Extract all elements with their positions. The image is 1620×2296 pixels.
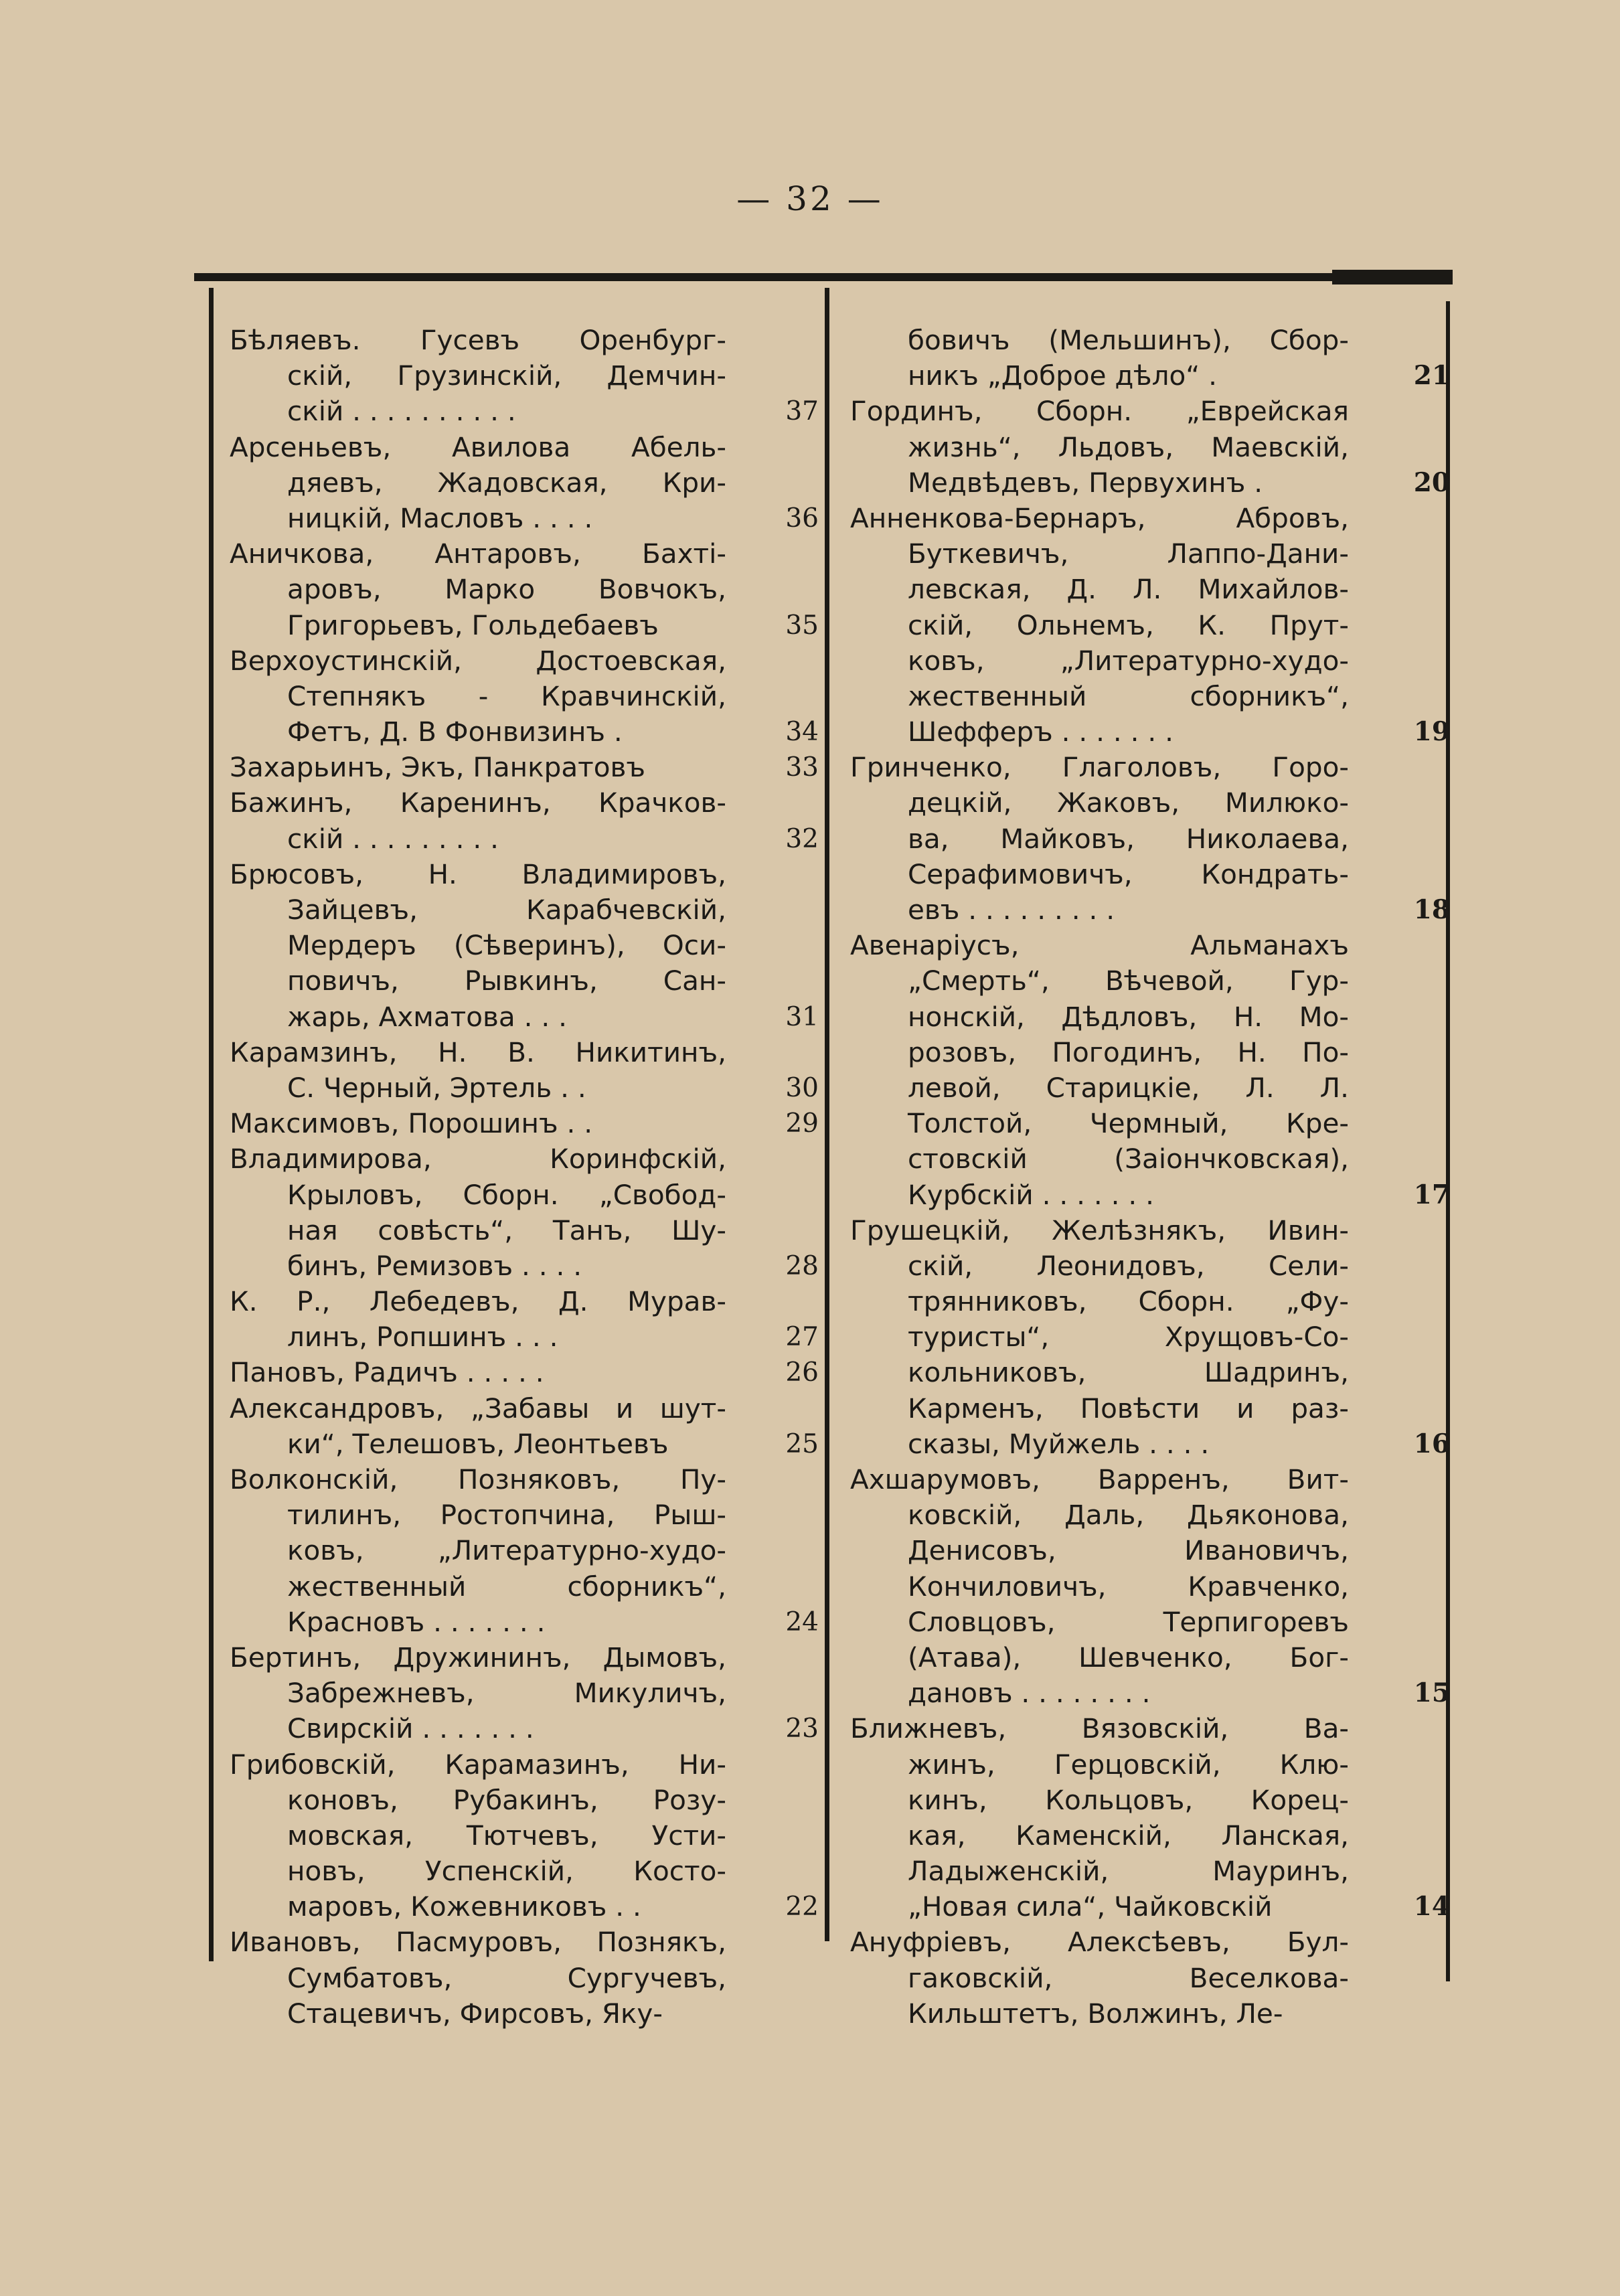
page-reference: 27 xyxy=(785,1322,819,1353)
entry-text: Шефферъ . . . . . . . xyxy=(908,716,1173,748)
entry-text: нонскій, Дѣдловъ, Н. Мо- xyxy=(908,1000,1349,1033)
page-reference: 34 xyxy=(785,717,819,748)
entry-text: Авенаріусъ, Альманахъ xyxy=(850,929,1349,962)
entry-text: Владимирова, Коринфскій, xyxy=(230,1143,726,1175)
entry-text: Брюсовъ, Н. Владимировъ, xyxy=(230,857,726,890)
entry-text: Сумбатовъ, Сургучевъ, xyxy=(287,1961,726,1994)
entry-text: „Новая сила“, Чайковскій xyxy=(908,1890,1273,1923)
entry-text: дановъ . . . . . . . . xyxy=(908,1677,1151,1710)
entry-text: Ладыженскій, Мауринъ, xyxy=(908,1855,1349,1888)
entry-text: Фетъ, Д. В Фонвизинъ . xyxy=(287,716,623,748)
entry-text: скій, Грузинскій, Демчин- xyxy=(287,359,726,392)
entry-text: С. Черный, Эртель . . xyxy=(287,1071,586,1104)
entry-text: линъ, Ропшинъ . . . xyxy=(287,1321,558,1354)
page-reference: 31 xyxy=(785,1001,819,1032)
entry-text: кольниковъ, Шадринъ, xyxy=(908,1356,1349,1389)
entry-text: тилинъ, Ростопчина, Рыш- xyxy=(287,1499,726,1532)
entry-text: Ближневъ, Вязовскій, Ва- xyxy=(850,1712,1349,1745)
entry-text: Гординъ, Сборн. „Еврейская xyxy=(850,395,1349,428)
entry-text: новъ, Успенскій, Косто- xyxy=(287,1855,726,1888)
entry-text: повичъ, Рывкинъ, Сан- xyxy=(287,965,726,997)
entry-text: Денисовъ, Ивановичъ, xyxy=(908,1534,1349,1567)
entry-text: Арсеньевъ, Авилова Абель- xyxy=(230,430,726,463)
entry-text: аровъ, Марко Вовчокъ, xyxy=(287,573,726,606)
entry-text: Кончиловичъ, Кравченко, xyxy=(908,1570,1349,1603)
page-number: — 32 — xyxy=(736,179,884,218)
page-reference: 35 xyxy=(785,610,819,641)
entry-text: жественный сборникъ“, xyxy=(908,679,1349,712)
entry-text: Степнякъ - Кравчинскій, xyxy=(287,679,726,712)
entry-text: Красновъ . . . . . . . xyxy=(287,1605,546,1638)
entry-text: Верхоустинскій, Достоевская, xyxy=(230,644,726,677)
entry-text: скій . . . . . . . . . . xyxy=(287,395,516,428)
entry-text: Стацевичъ, Фирсовъ, Яку- xyxy=(287,1997,663,2030)
entry-text: бинъ, Ремизовъ . . . . xyxy=(287,1249,582,1282)
entry-text: „Смерть“, Вѣчевой, Гур- xyxy=(908,965,1349,997)
entry-text: никъ „Доброе дѣло“ . xyxy=(908,359,1218,392)
entry-text: ковскій, Даль, Дьяконова, xyxy=(908,1499,1349,1532)
top-rule-tail xyxy=(1332,270,1453,284)
entry-text: ковъ, „Литературно-худо- xyxy=(287,1534,726,1567)
entry-text: Словцовъ, Терпигоревъ xyxy=(908,1605,1349,1638)
page-reference: 14 xyxy=(1413,1891,1450,1922)
entry-text: Пановъ, Радичъ . . . . . xyxy=(230,1356,544,1389)
entry-text: Григорьевъ, Гольдебаевъ xyxy=(287,608,659,641)
entry-text: Аничкова, Антаровъ, Бахті- xyxy=(230,538,726,570)
entry-text: Александровъ, „Забавы и шут- xyxy=(230,1392,726,1424)
page-reference: 25 xyxy=(785,1428,819,1459)
page-reference: 19 xyxy=(1413,716,1450,748)
entry-text: Мердеръ (Сѣверинъ), Оси- xyxy=(287,929,726,962)
entry-text: евъ . . . . . . . . . xyxy=(908,894,1115,926)
entry-text: Бертинъ, Дружининъ, Дымовъ, xyxy=(230,1641,726,1673)
page-reference: 32 xyxy=(785,823,819,854)
page-reference: 28 xyxy=(785,1250,819,1281)
entry-text: Максимовъ, Порошинъ . . xyxy=(230,1107,593,1140)
entry-text: Грушецкій, Желѣзнякъ, Ивин- xyxy=(850,1214,1349,1246)
entry-text: ки“, Телешовъ, Леонтьевъ xyxy=(287,1427,669,1460)
page-reference: 24 xyxy=(785,1607,819,1637)
entry-text: левская, Д. Л. Михайлов- xyxy=(908,573,1349,606)
entry-text: Крыловъ, Сборн. „Свобод- xyxy=(287,1178,726,1211)
entry-text: Гринченко, Глаголовъ, Горо- xyxy=(850,751,1349,784)
page-reference: 22 xyxy=(785,1892,819,1922)
entry-text: децкій, Жаковъ, Милюко- xyxy=(908,787,1349,819)
page-reference: 36 xyxy=(785,503,819,534)
entry-text: (Атава), Шевченко, Бог- xyxy=(908,1641,1349,1673)
entry-text: ковъ, „Литературно-худо- xyxy=(908,644,1349,677)
entry-text: жарь, Ахматова . . . xyxy=(287,1000,567,1033)
entry-text: ницкій, Масловъ . . . . xyxy=(287,501,593,534)
entry-text: Захарьинъ, Экъ, Панкратовъ xyxy=(230,751,646,784)
entry-text: Серафимовичъ, Кондрать- xyxy=(908,857,1349,890)
page-reference: 26 xyxy=(785,1358,819,1388)
entry-text: Карамзинъ, Н. В. Никитинъ, xyxy=(230,1036,726,1068)
entry-text: Зайцевъ, Карабчевскій, xyxy=(287,894,726,926)
entry-text: туристы“, Хрущовъ-Со- xyxy=(908,1321,1349,1354)
entry-text: жинъ, Герцовскій, Клю- xyxy=(908,1748,1349,1781)
entry-text: кая, Каменскій, Ланская, xyxy=(908,1819,1349,1852)
entry-text: жизнь“, Льдовъ, Маевскій, xyxy=(908,430,1349,463)
entry-text: Анненкова-Бернаръ, Абровъ, xyxy=(850,501,1349,534)
entry-text: мовская, Тютчевъ, Усти- xyxy=(287,1819,726,1852)
entry-text: Ивановъ, Пасмуровъ, Познякъ, xyxy=(230,1926,726,1959)
entry-text: маровъ, Кожевниковъ . . xyxy=(287,1890,641,1923)
page-reference: 37 xyxy=(785,396,819,427)
entry-text: Ахшарумовъ, Варренъ, Вит- xyxy=(850,1463,1349,1495)
entry-text: Бѣляевъ. Гусевъ Оренбург- xyxy=(230,324,726,356)
page-reference: 16 xyxy=(1413,1428,1450,1459)
top-rule xyxy=(194,273,1453,281)
page-reference: 20 xyxy=(1413,467,1450,498)
entry-text: Буткевичъ, Лаппо-Дани- xyxy=(908,538,1349,570)
entry-text: скій, Ольнемъ, К. Прут- xyxy=(908,608,1349,641)
entry-text: ва, Майковъ, Николаева, xyxy=(908,822,1349,855)
entry-text: Кильштетъ, Волжинъ, Ле- xyxy=(908,1997,1283,2030)
page-reference: 17 xyxy=(1413,1179,1450,1210)
right-border-line xyxy=(1446,301,1450,1981)
entry-text: Волконскій, Позняковъ, Пу- xyxy=(230,1463,726,1495)
page-reference: 33 xyxy=(785,752,819,783)
entry-text: Ануфріевъ, Алексѣевъ, Бул- xyxy=(850,1926,1349,1959)
entry-text: жественный сборникъ“, xyxy=(287,1570,726,1603)
entry-text: кинъ, Кольцовъ, Корец- xyxy=(908,1783,1349,1816)
page-reference: 15 xyxy=(1413,1677,1450,1709)
entry-text: сказы, Муйжель . . . . xyxy=(908,1427,1210,1460)
page-reference: 18 xyxy=(1413,894,1450,925)
entry-text: коновъ, Рубакинъ, Розу- xyxy=(287,1783,726,1816)
entry-text: Толстой, Чермный, Кре- xyxy=(908,1107,1349,1140)
entry-text: Бажинъ, Каренинъ, Крачков- xyxy=(230,787,726,819)
entry-text: дяевъ, Жадовская, Кри- xyxy=(287,466,726,499)
entry-text: скій . . . . . . . . . xyxy=(287,822,499,855)
page-reference: 30 xyxy=(785,1072,819,1103)
page-reference: 29 xyxy=(785,1109,819,1139)
column-divider xyxy=(825,288,829,1941)
entry-text: Карменъ, Повѣсти и раз- xyxy=(908,1392,1349,1424)
entry-text: Свирскій . . . . . . . xyxy=(287,1712,534,1745)
entry-text: Курбскій . . . . . . . xyxy=(908,1178,1154,1211)
entry-text: розовъ, Погодинъ, Н. По- xyxy=(908,1036,1349,1068)
entry-text: Грибовскій, Карамазинъ, Ни- xyxy=(230,1748,726,1781)
left-border-line xyxy=(209,288,214,1961)
entry-text: Медвѣдевъ, Первухинъ . xyxy=(908,466,1263,499)
page-reference: 23 xyxy=(785,1714,819,1744)
entry-text: скій, Леонидовъ, Сели- xyxy=(908,1249,1349,1282)
entry-text: гаковскій, Веселкова- xyxy=(908,1961,1349,1994)
entry-text: К. Р., Лебедевъ, Д. Мурав- xyxy=(230,1285,726,1318)
entry-text: стовскій (Заіончковская), xyxy=(908,1143,1349,1175)
page-reference: 21 xyxy=(1413,360,1450,392)
entry-text: трянниковъ, Сборн. „Фу- xyxy=(908,1285,1349,1318)
entry-text: левой, Старицкіе, Л. Л. xyxy=(908,1071,1349,1104)
entry-text: ная совѣсть“, Танъ, Шу- xyxy=(287,1214,726,1246)
entry-text: Забрежневъ, Микуличъ, xyxy=(287,1677,726,1710)
entry-text: бовичъ (Мельшинъ), Сбор- xyxy=(908,324,1349,356)
